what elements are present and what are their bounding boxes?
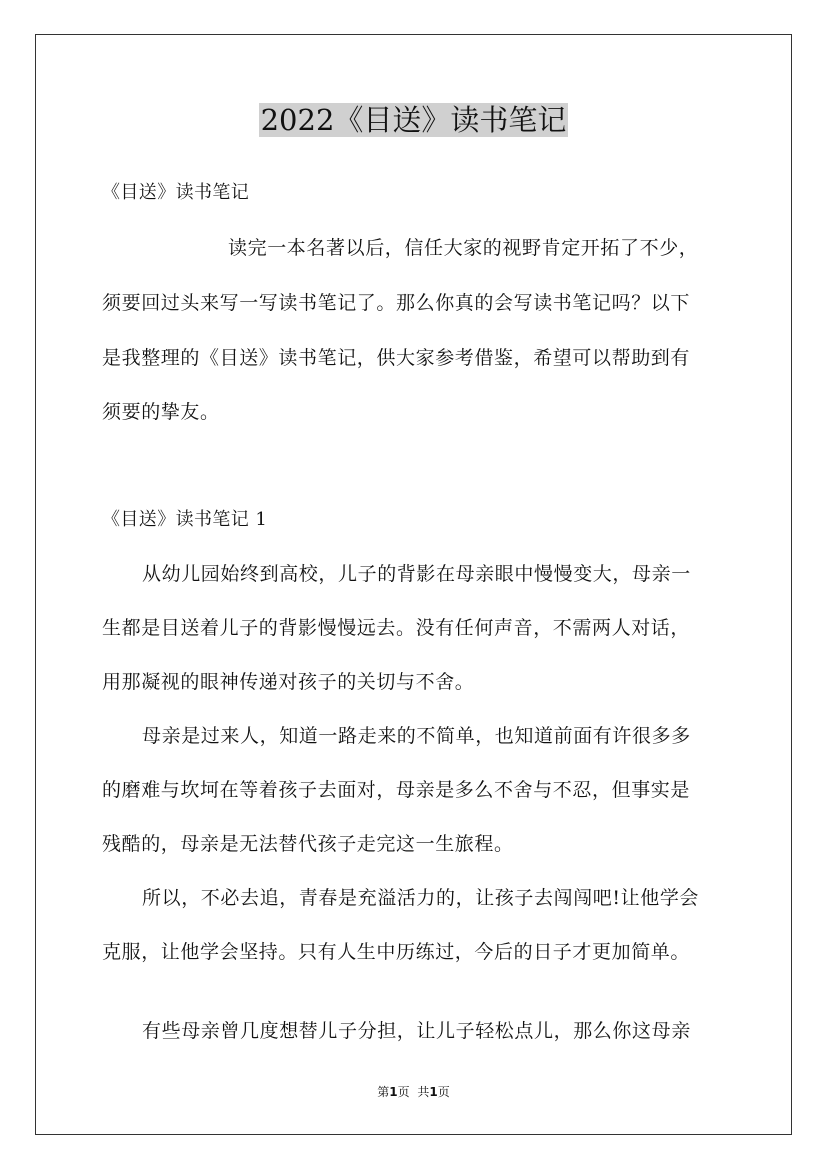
footer-total-number: 1 — [429, 1085, 438, 1099]
footer-page-suffix: 页 — [397, 1085, 410, 1099]
body-line: 所以，不必去追，青春是充溢活力的，让孩子去闯闯吧!让他学会 — [142, 887, 700, 909]
footer-page-prefix: 第 — [377, 1085, 390, 1099]
intro-line: 是我整理的《目送》读书笔记，供大家参考借鉴，希望可以帮助到有 — [102, 347, 691, 369]
document-title-text: 2022《目送》读书笔记 — [260, 103, 567, 137]
page-footer — [0, 1083, 827, 1100]
body-line: 生都是目送着儿子的背影慢慢远去。没有任何声音，不需两人对话， — [102, 617, 691, 639]
intro-line: 须要回过头来写一写读书笔记了。那么你真的会写读书笔记吗？以下 — [102, 292, 691, 314]
section-heading: 《目送》读书笔记 1 — [102, 509, 268, 530]
footer-total-prefix: 共 — [417, 1085, 430, 1099]
document-subtitle: 《目送》读书笔记 — [102, 182, 250, 203]
body-line: 残酷的，母亲是无法替代孩子走完这一生旅程。 — [102, 833, 514, 855]
body-line: 的磨难与坎坷在等着孩子去面对，母亲是多么不舍与不忍，但事实是 — [102, 779, 691, 801]
intro-line: 须要的挚友。 — [102, 401, 220, 423]
body-line: 从幼儿园始终到高校，儿子的背影在母亲眼中慢慢变大，母亲一 — [142, 563, 691, 585]
intro-line: 读完一本名著以后，信任大家的视野肯定开拓了不少， — [228, 237, 699, 259]
footer-page-number: 1 — [389, 1085, 398, 1099]
body-line: 克服，让他学会坚持。只有人生中历练过，今后的日子才更加简单。 — [102, 941, 691, 963]
document-title — [0, 100, 827, 140]
body-line: 有些母亲曾几度想替儿子分担，让儿子轻松点儿，那么你这母亲 — [142, 1020, 691, 1042]
body-line: 母亲是过来人，知道一路走来的不简单，也知道前面有许很多多 — [142, 725, 691, 747]
footer-total-suffix: 页 — [437, 1085, 450, 1099]
body-line: 用那凝视的眼神传递对孩子的关切与不舍。 — [102, 671, 475, 693]
